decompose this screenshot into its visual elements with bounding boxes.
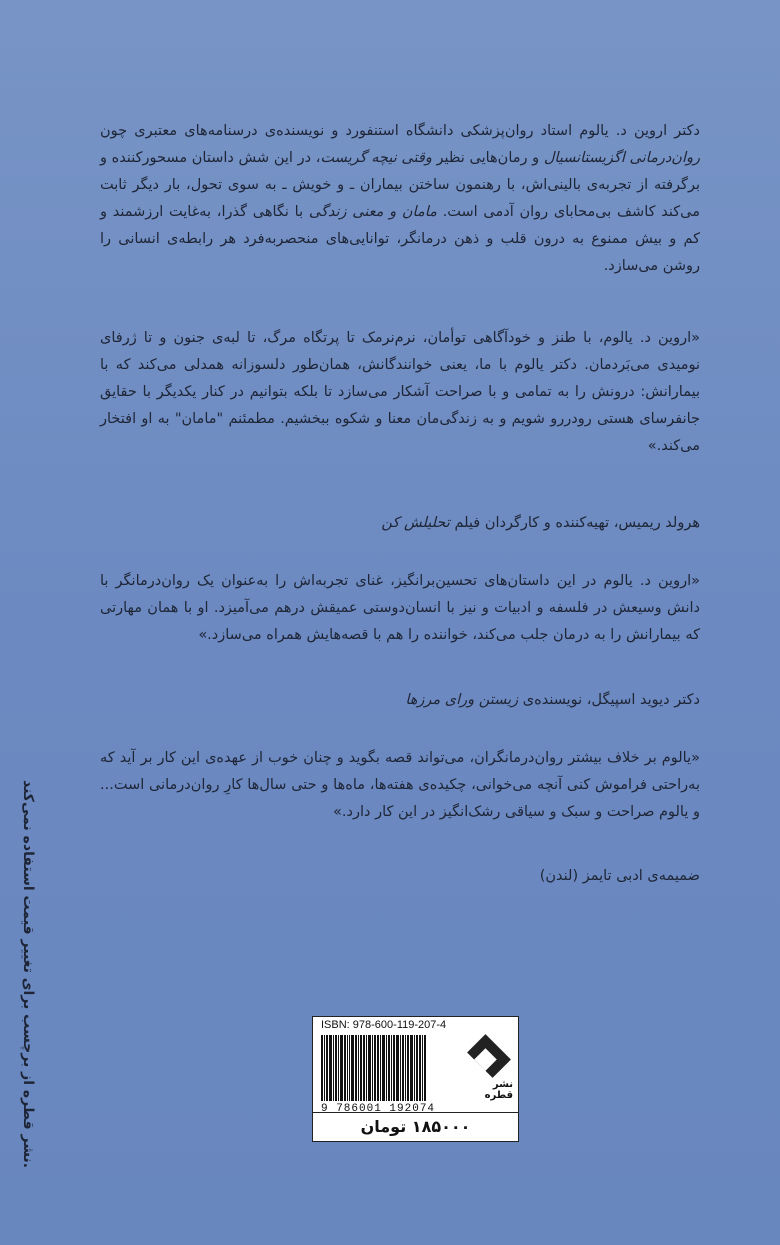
intro-book-title-1: روان‌درمانی اگزیستانسیال [543,150,700,166]
quote-3-author: ضمیمه‌ی ادبی تایمز (لندن) [539,868,700,884]
barcode [321,1035,461,1101]
intro-text-4: با نگاهی گذرا، به‌غایت ارزشمند و کم و بیش ممنوع به درون قلب و ذهن درمانگر، توانایی‌های منحصربه‌فرد هر رابطه‌ی انسانی را روشن می‌سازد. [100,204,700,274]
intro-text-1: دکتر اروین د. یالوم استاد روان‌پزشکی دانشگاه استنفورد و نویسنده‌ی درسنامه‌های معتبری چون [100,123,700,139]
intro-book-title-3: مامان و معنی زندگی [308,204,437,220]
quote-3: «یالوم بر خلاف بیشتر روان‌درمانگران، می‌تواند قصه بگوید و چنان خوب از عهده‌ی این کار بر آید که به‌راحتی فراموش کنی آنچه می‌خوانی، چکیده‌ی هفته‌ها، ماه‌ها و حتی سال‌ها کارِ روان‌درمانی است... و یالوم صراحت و سبک و سیاقی رشک‌انگیز در این کار دارد.» [100,750,700,820]
publisher-logo [465,1037,513,1101]
price-label: ۱۸۵۰۰۰ تومان [313,1112,518,1141]
quote-1-author-film: تحلیلش کن [381,515,450,531]
isbn-label: ISBN: 978-600-119-207-4 [321,1019,447,1031]
quote-2-author [100,692,700,708]
publisher-name: نشر قطره [484,1079,513,1101]
diamond-logo-icon [467,1034,511,1078]
quote-2-author-book: زیستن ورای مرزها [405,692,519,708]
intro-text-2: و رمان‌هایی نظیر [431,150,544,166]
quote-1: «اروین د. یالوم، با طنز و خودآگاهی توأمان، نرم‌نرمک تا پرتگاه مرگ، تا لبه‌ی جنون و تا ژرفای نومیدی می‌بَردمان. دکتر یالوم با ما، یعنی خوانندگانش، همان‌طور دلسوزانه همدلی می‌کند که با بیمارانش: درونش را به تمامی و با صراحت آشکار می‌سازد تا بلکه بتوانیم در کنار یکدیگر با حقایق جانفرسای هستی رودررو شویم و به زندگی‌مان معنا و شکوه ببخشیم. مطمئنم "مامان" به او افتخار می‌کند.» [100,330,700,454]
quote-1-author-text: هرولد ریمیس، تهیه‌کننده و کارگردان فیلم [449,515,700,531]
intro-book-title-2: وقتی نیچه گریست [320,150,432,166]
price-sticker-note: نشر قطره از برچسب برای تغییر قیمت استفاده نمی‌کند. [20,780,36,1169]
quote-1-author [100,515,700,531]
isbn-barcode-box [312,1016,519,1142]
quote-2-author-text: دکتر دیوید اسپیگل، نویسنده‌ی [518,692,700,708]
barcode-digits: 9 786001 192074 [321,1103,436,1115]
intro-paragraph [100,118,700,280]
intro-text-3: ، در این شش داستان مسحورکننده و برگرفته از تجربه‌ی بالینی‌اش، با رهنمون ساختن بیماران ـ و خویش ـ به سوی تحول، بار دیگر ثابت می‌کند کاشف بی‌محابای روان آدمی است. [100,150,700,220]
quote-2: «اروین د. یالوم در این داستان‌های تحسین‌برانگیز، غنای تجربه‌اش را به‌عنوان یک روان‌درمانگر با دانش وسیعش در فلسفه و ادبیات و نیز با انسان‌دوستی عمیقش درهم می‌آمیزد. او با همان مهارتی که بیمارانش را به درمان جلب می‌کند، خواننده را هم با قصه‌هایش همراه می‌سازد.» [100,573,700,643]
